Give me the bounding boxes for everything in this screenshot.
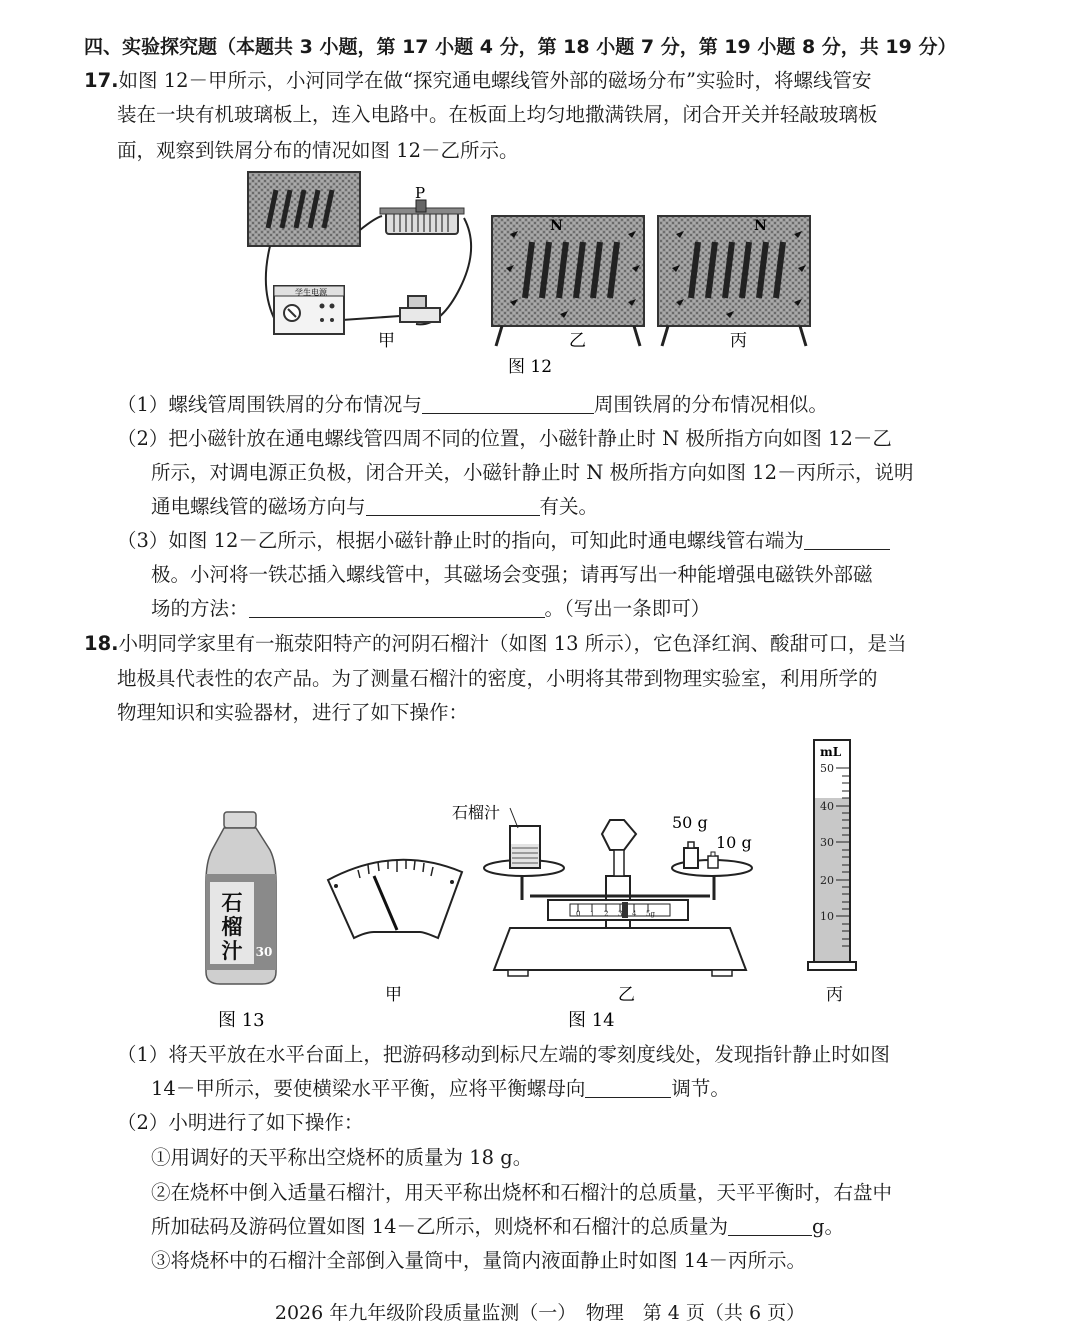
bottle-badge: 30 [255,945,273,959]
cylinder-tick-50: 50 [820,762,834,775]
q17-line-2: 装在一块有机玻璃板上，连入电路中。在板面上均匀地撒满铁屑，闭合开关并轻敲玻璃板 [117,103,878,126]
cylinder-unit: mL [820,745,842,759]
q18-line-2: 地极具代表性的农产品。为了测量石榴汁的密度，小明将其带到物理实验室，利用所学的 [117,667,878,690]
ruler-tick-3: 3 [618,910,623,918]
q17-part1: （1）螺线管周围铁屑的分布情况与 周围铁屑的分布情况相似。 [117,393,828,416]
figure-14-yi-balance [452,803,752,1031]
figure-12-bing [658,216,810,351]
ruler-tick-0: 0 [576,910,581,918]
ruler-tick-4: 4 [632,910,637,918]
q17-part3-line3: 场的方法： 。（写出一条即可） [151,597,711,620]
cylinder-tick-20: 20 [820,874,834,887]
q17-part2-line1: （2）把小磁针放在通电螺线管四周不同的位置，小磁针静止时 N 极所指方向如图 12－乙 [117,427,892,450]
figure-14-bing-cylinder [808,740,856,1005]
fig14-label-bing: 丙 [826,985,843,1005]
q18-step2-line2: 所加砝码及游码位置如图 14－乙所示，则烧杯和石榴汁的总质量为 g。 [151,1215,844,1238]
fig12-label-yi: 乙 [569,331,586,351]
fig14-label-yi: 乙 [618,985,635,1005]
q17-p3-method-blank[interactable] [249,597,545,618]
q18-total-mass-blank[interactable] [728,1215,812,1236]
q17-p1-answer-blank[interactable] [422,393,594,414]
fig14-caption: 图 14 [568,1010,615,1031]
cylinder-tick-30: 30 [820,836,834,849]
fig12-label-jia: 甲 [378,331,395,351]
fig14-label-jia: 甲 [385,985,402,1005]
fig12-caption: 图 12 [508,357,553,377]
fig13-caption: 图 13 [218,1010,265,1031]
cylinder-tick-10: 10 [820,910,834,923]
q18-part1-line2: 14－甲所示，要使横梁水平平衡，应将平衡螺母向 调节。 [151,1077,730,1100]
q17-part2-line2: 所示，对调电源正负极，闭合开关，小磁针静止时 N 极所指方向如图 12－丙所示，说明 [151,461,914,484]
q18-number: 18. [84,632,119,655]
page-footer: 2026 年九年级阶段质量监测（一） 物理 第 4 页（共 6 页） [274,1302,806,1324]
q18-line-3: 物理知识和实验器材，进行了如下操作： [117,701,469,724]
q18-p1-direction-blank[interactable] [585,1077,671,1098]
q17-number: 17. [84,69,119,92]
rider [622,902,628,918]
ruler-tick-1: 1 [590,910,595,918]
figure-13-bottle [206,812,276,1031]
bottle-text-3: 汁 [221,938,243,963]
fig12-yi-n: N [550,218,563,234]
fig12-label-bing: 丙 [730,331,747,351]
figures-13-14 [190,732,880,1032]
q17-p3-pole-blank[interactable] [804,529,890,550]
figure-12 [240,168,840,378]
q17-line-1: 17.如图 12－甲所示，小河同学在做“探究通电螺线管外部的磁场分布”实验时，将螺线管安 [84,69,872,92]
q18-step1: ①用调好的天平称出空烧杯的质量为 18 g。 [151,1146,533,1169]
weight-50g: 50 g [672,813,708,832]
q17-line-3: 面，观察到铁屑分布的情况如图 12－乙所示。 [117,139,519,162]
figure-12-jia [248,172,471,351]
figure-12-yi [492,216,644,351]
cylinder-tick-40: 40 [820,800,834,813]
rheostat-label-p: P [414,184,426,202]
power-supply-label: 学生电源 [295,288,327,297]
ruler-tick-5: 5g [646,910,655,918]
q17-part3-line2: 极。小河将一铁芯插入螺线管中，其磁场会变强；请再写出一种能增强电磁铁外部磁 [151,563,873,586]
ruler-tick-2: 2 [604,910,609,918]
q18-line-1: 18.小明同学家里有一瓶荥阳特产的河阴石榴汁（如图 13 所示），它色泽红润、酸甜可口，是当 [84,632,907,655]
weight-10g: 10 g [716,833,752,852]
fig12-bing-n: N [754,218,767,234]
bottle-text-1: 石 [221,890,243,915]
q18-step2-line1: ②在烧杯中倒入适量石榴汁，用天平称出烧杯和石榴汁的总质量，天平平衡时，右盘中 [151,1181,893,1204]
q18-part1-line1: （1）将天平放在水平台面上，把游码移动到标尺左端的零刻度线处，发现指针静止时如图 [117,1043,890,1066]
bottle-text-2: 榴 [221,914,243,939]
q18-step3: ③将烧杯中的石榴汁全部倒入量筒中，量筒内液面静止时如图 14－丙所示。 [151,1249,807,1272]
q17-p2-answer-blank[interactable] [366,495,540,516]
q18-part2-line1: （2）小明进行了如下操作： [117,1111,364,1134]
section-header: 四、实验探究题（本题共 3 小题，第 17 小题 4 分，第 18 小题 7 分，第 19 小题 8 分，共 19 分） [84,36,957,58]
q17-part3-line1: （3）如图 12－乙所示，根据小磁针静止时的指向，可知此时通电螺线管右端为 [117,528,890,554]
beaker-label: 石榴汁 [452,803,501,822]
figure-14-jia-pointer [328,859,462,1005]
q17-part2-line3: 通电螺线管的磁场方向与 有关。 [151,495,599,518]
